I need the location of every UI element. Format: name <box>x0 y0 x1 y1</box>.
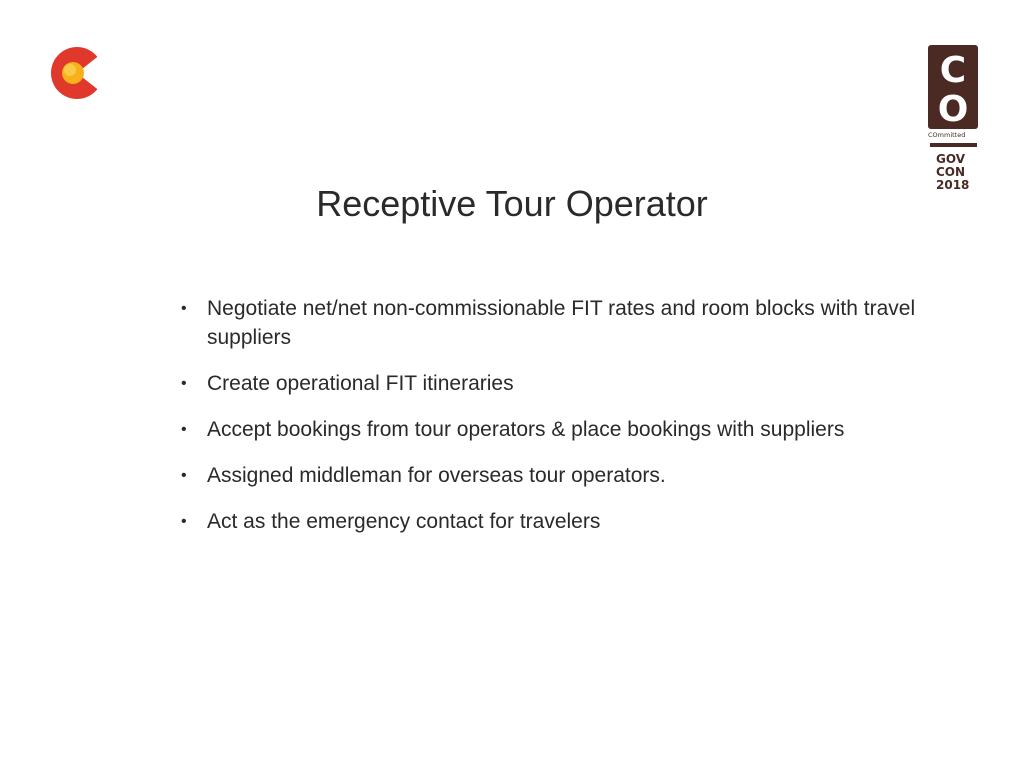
bullet-text: Negotiate net/net non-commissionable FIT rates and room blocks with travel suppliers <box>207 297 916 349</box>
bullet-text: Create operational FIT itineraries <box>207 372 514 395</box>
bullet-item <box>170 507 930 536</box>
co-monogram-icon <box>928 45 980 129</box>
bullet-dot: • <box>181 375 187 392</box>
bullet-text: Act as the emergency contact for travelers <box>207 510 601 533</box>
conference-divider <box>930 143 977 147</box>
bullet-dot: • <box>181 300 187 317</box>
bullet-item <box>170 369 930 398</box>
slide-title: Receptive Tour Operator <box>316 183 708 224</box>
bullet-dot: • <box>181 513 187 530</box>
bullet-text: Assigned middleman for overseas tour operators. <box>207 464 666 487</box>
colorado-logo-icon <box>50 46 104 100</box>
conference-event-line: GOV <box>936 152 966 166</box>
bullet-item <box>170 415 930 444</box>
conference-event-line: 2018 <box>936 178 970 192</box>
bullet-dot: • <box>181 421 187 438</box>
bullet-list <box>170 294 930 553</box>
conference-event-line: CON <box>936 165 966 179</box>
svg-text:C: C <box>939 50 967 91</box>
bullet-dot: • <box>181 467 187 484</box>
conference-subtitle: COmmitted <box>928 131 966 139</box>
bullet-text: Accept bookings from tour operators & place bookings with suppliers <box>207 418 845 441</box>
bullet-item <box>170 294 930 352</box>
svg-text:O: O <box>937 89 969 129</box>
conference-logo <box>928 45 980 197</box>
bullet-item <box>170 461 930 490</box>
